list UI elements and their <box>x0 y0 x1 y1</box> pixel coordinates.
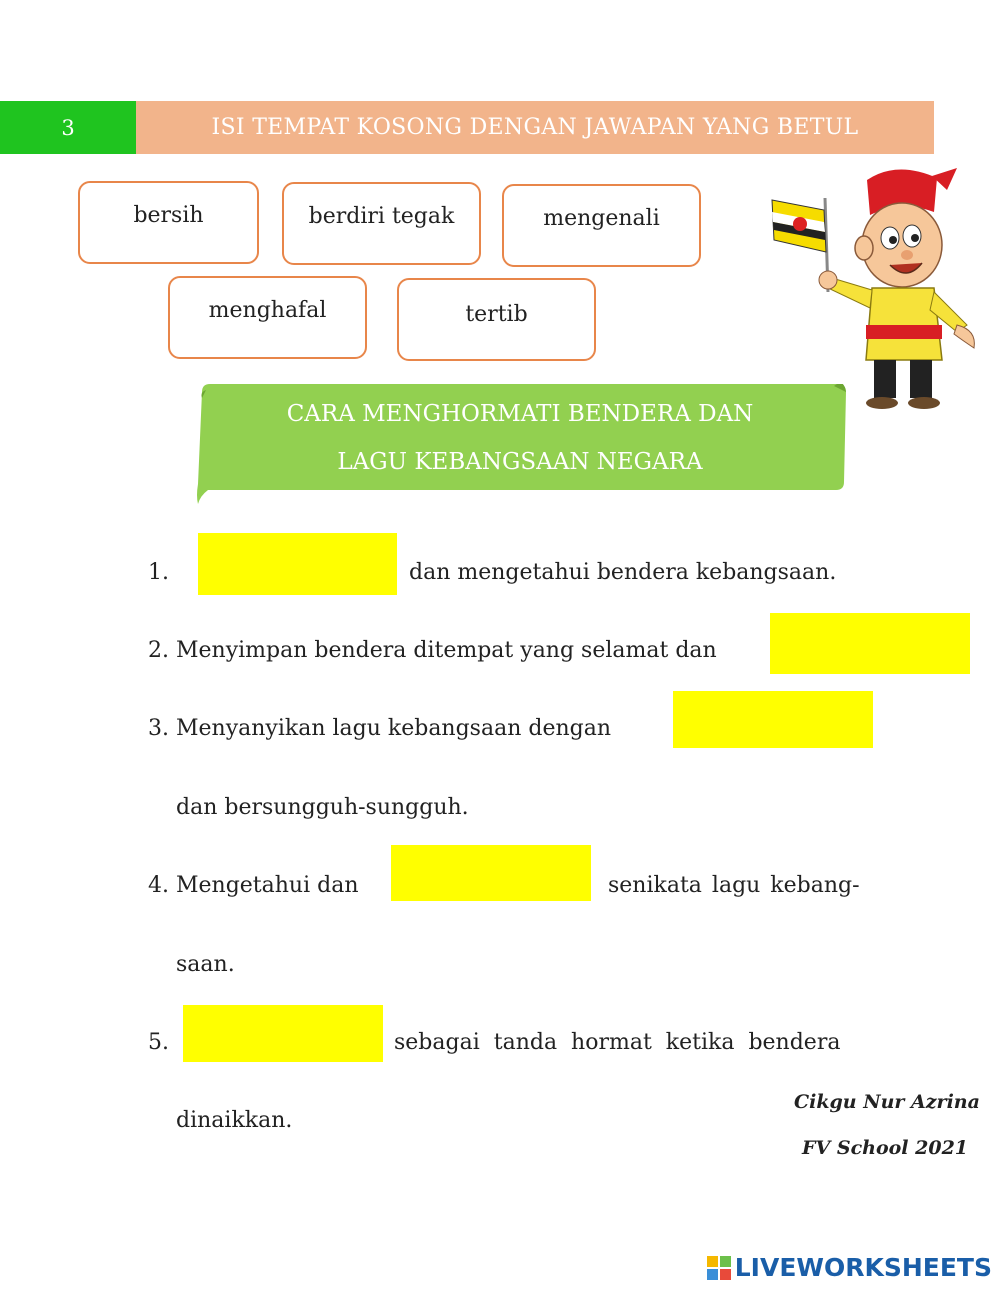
q3-continuation: dan bersungguh-sungguh. <box>176 795 469 820</box>
word-card-berdiri-tegak[interactable]: berdiri tegak <box>282 182 481 265</box>
liveworksheets-text: LIVEWORKSHEETS <box>734 1253 992 1282</box>
boy-with-flag-illustration <box>762 160 982 420</box>
q5-number: 5. <box>148 1030 169 1055</box>
topic-banner-text <box>194 390 846 490</box>
q4-answer-blank[interactable] <box>391 845 591 901</box>
q1-text: dan mengetahui bendera kebangsaan. <box>409 560 837 585</box>
q5-continuation: dinaikkan. <box>176 1108 293 1133</box>
q2-text: 2. Menyimpan bendera ditempat yang selamat dan <box>148 638 717 663</box>
liveworksheets-logo <box>707 1253 992 1282</box>
instruction-title: ISI TEMPAT KOSONG DENGAN JAWAPAN YANG BETUL <box>136 101 934 154</box>
q4-text: 4. Mengetahui dan <box>148 873 359 898</box>
q5-answer-blank[interactable] <box>183 1005 383 1062</box>
banner-line-2: LAGU KEBANGSAAN NEGARA <box>337 449 703 475</box>
q3-answer-blank[interactable] <box>673 691 873 748</box>
word-card-bersih[interactable]: bersih <box>78 181 259 264</box>
q4-text-after: senikata lagu kebang- <box>608 873 860 898</box>
word-card-tertib[interactable]: tertib <box>397 278 596 361</box>
q3-text: 3. Menyanyikan lagu kebangsaan dengan <box>148 716 612 741</box>
teacher-signature: Cikgu Nur Azrina <box>794 1091 980 1113</box>
q1-number: 1. <box>148 560 169 585</box>
q5-text: sebagai tanda hormat ketika bendera <box>394 1030 841 1055</box>
word-card-menghafal[interactable]: menghafal <box>168 276 367 359</box>
banner-line-1: CARA MENGHORMATI BENDERA DAN <box>286 401 754 427</box>
section-number: 3 <box>0 101 136 154</box>
q1-answer-blank[interactable] <box>198 533 397 595</box>
liveworksheets-icon <box>707 1256 731 1280</box>
school-signature: FV School 2021 <box>802 1137 969 1159</box>
q2-answer-blank[interactable] <box>770 613 970 674</box>
word-card-mengenali[interactable]: mengenali <box>502 184 701 267</box>
q4-continuation: saan. <box>176 952 235 977</box>
